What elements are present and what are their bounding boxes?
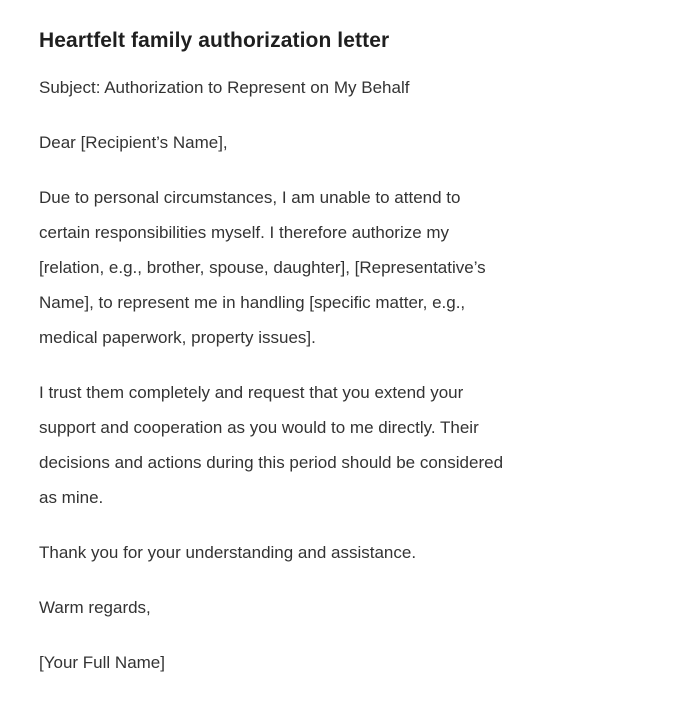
letter-line: Warm regards, xyxy=(39,598,151,617)
letter-line: [relation, e.g., brother, spouse, daughter], [Representative’s xyxy=(39,258,486,277)
letter-line: support and cooperation as you would to me directly. Their xyxy=(39,418,479,437)
signature-placeholder-line xyxy=(39,645,644,680)
letter-line: certain responsibilities myself. I therefore authorize my xyxy=(39,223,450,242)
letter-line: Name], to represent me in handling [specific matter, e.g., xyxy=(39,293,466,312)
letter-paragraph xyxy=(39,180,644,355)
letter-line: decisions and actions during this period should be considered xyxy=(39,453,504,472)
salutation-line: Dear [Recipient’s Name], xyxy=(39,133,228,152)
signoff-line xyxy=(39,590,644,625)
letter-line: I trust them completely and request that you extend your xyxy=(39,383,464,402)
subject-line: Subject: Authorization to Represent on My Behalf xyxy=(39,78,410,97)
page-title: Heartfelt family authorization letter xyxy=(39,29,390,52)
letter-line: Due to personal circumstances, I am unable to attend to xyxy=(39,188,461,207)
letter-line: as mine. xyxy=(39,488,104,507)
closing-thanks-line xyxy=(39,535,644,570)
letter-paragraph xyxy=(39,375,644,515)
letter-line: medical paperwork, property issues]. xyxy=(39,328,316,347)
letter-line: Thank you for your understanding and assistance. xyxy=(39,543,417,562)
letter-line: [Your Full Name] xyxy=(39,653,165,672)
